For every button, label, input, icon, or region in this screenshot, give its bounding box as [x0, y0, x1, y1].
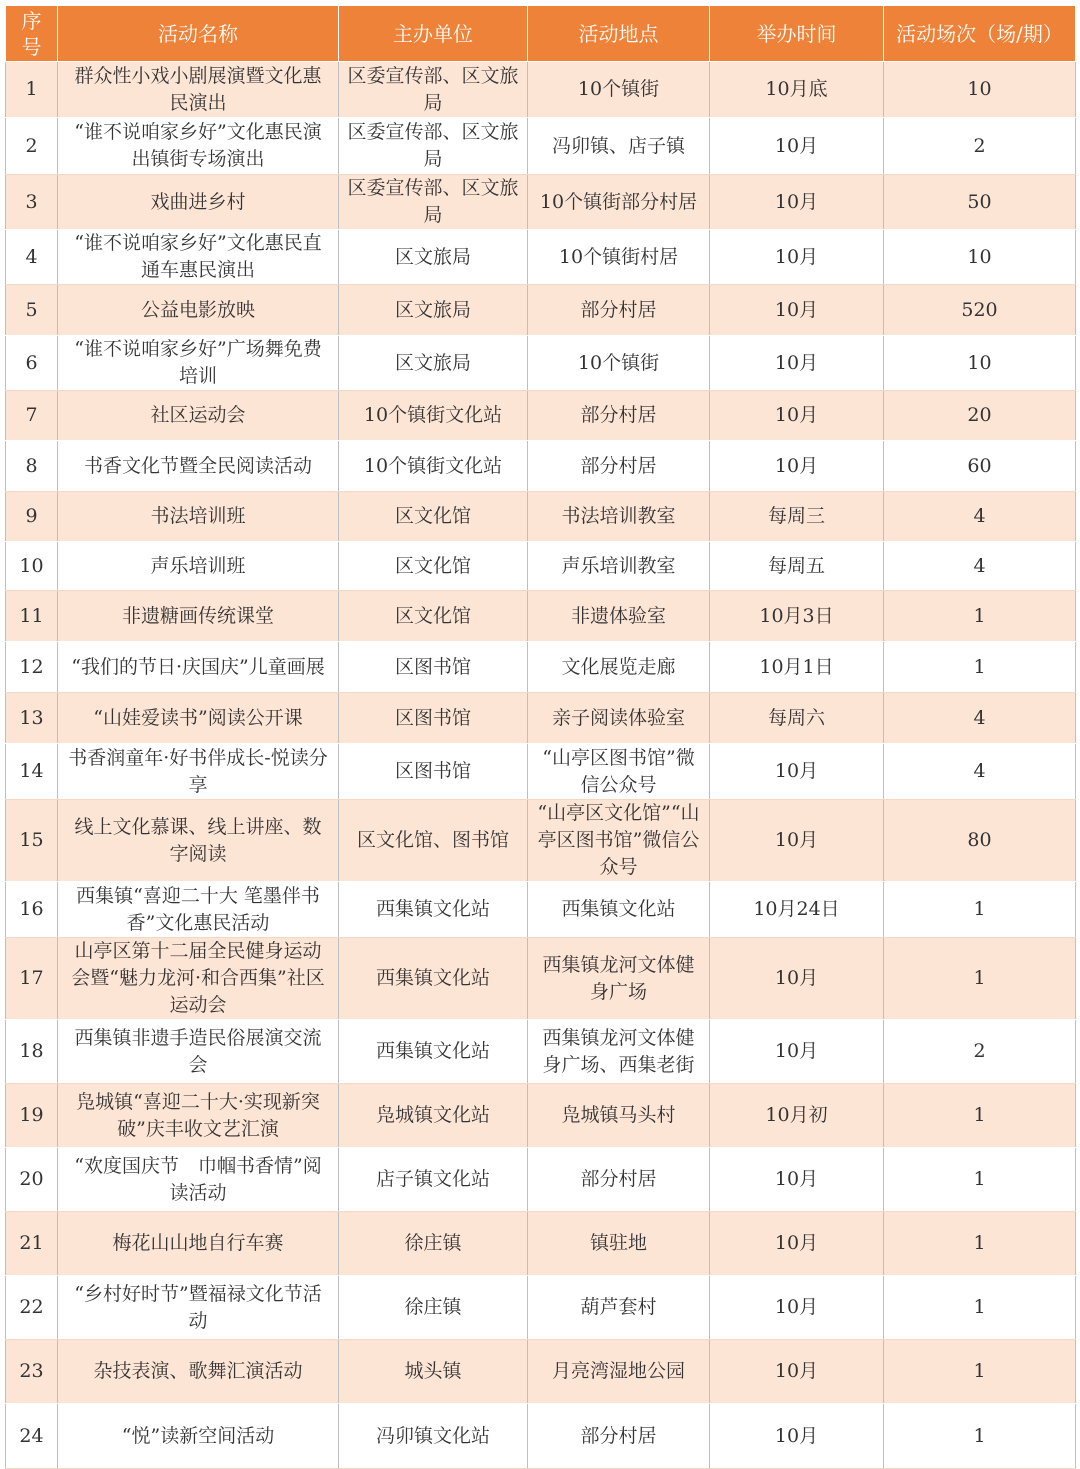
cell-location: 亲子阅读体验室: [528, 693, 710, 744]
cell-organizer: 区图书馆: [339, 744, 528, 800]
cell-organizer: 区委宣传部、区文旅局: [339, 175, 528, 230]
cell-session-count: 1: [884, 1212, 1076, 1276]
cell-activity-name: 山亭区第十二届全民健身运动会暨“魅力龙河·和合西集”社区运动会: [58, 938, 339, 1020]
cell-location: 冯卯镇、店子镇: [528, 118, 710, 175]
cell-session-count: 80: [884, 800, 1076, 882]
cell-number: 14: [6, 744, 58, 800]
cell-time: 10月: [710, 336, 884, 391]
table-row: [6, 285, 1076, 336]
cell-location: 部分村居: [528, 1148, 710, 1212]
cell-location: 镇驻地: [528, 1212, 710, 1276]
cell-session-count: 2: [884, 1020, 1076, 1084]
cell-time: 10月: [710, 1276, 884, 1340]
cell-organizer: 10个镇街文化站: [339, 391, 528, 441]
cell-activity-name: 梅花山山地自行车赛: [58, 1212, 339, 1276]
cell-organizer: 区文旅局: [339, 230, 528, 285]
cell-organizer: 区文旅局: [339, 336, 528, 391]
cell-session-count: 10: [884, 62, 1076, 118]
table-row: [6, 882, 1076, 938]
cell-number: 3: [6, 175, 58, 230]
cell-activity-name: 线上文化慕课、线上讲座、数字阅读: [58, 800, 339, 882]
cell-time: 10月: [710, 1148, 884, 1212]
cell-activity-name: 声乐培训班: [58, 542, 339, 591]
cell-location: 部分村居: [528, 1404, 710, 1469]
table-row: [6, 118, 1076, 175]
cell-session-count: 1: [884, 1148, 1076, 1212]
table-row: [6, 591, 1076, 642]
cell-number: 21: [6, 1212, 58, 1276]
header-session-count: 活动场次（场/期）: [884, 6, 1076, 62]
table-row: [6, 642, 1076, 693]
cell-time: 10月: [710, 1212, 884, 1276]
table-row: [6, 693, 1076, 744]
cell-time: 10月: [710, 800, 884, 882]
cell-number: 7: [6, 391, 58, 441]
cell-location: 文化展览走廊: [528, 642, 710, 693]
cell-location: 凫城镇马头村: [528, 1084, 710, 1148]
cell-session-count: 1: [884, 591, 1076, 642]
cell-time: 10月: [710, 285, 884, 336]
table-row: [6, 441, 1076, 492]
cell-activity-name: “悦”读新空间活动: [58, 1404, 339, 1469]
cell-number: 18: [6, 1020, 58, 1084]
cell-number: 24: [6, 1404, 58, 1469]
cell-number: 17: [6, 938, 58, 1020]
cell-organizer: 店子镇文化站: [339, 1148, 528, 1212]
cell-organizer: 徐庄镇: [339, 1212, 528, 1276]
cell-organizer: 城头镇: [339, 1340, 528, 1404]
table-row: [6, 1276, 1076, 1340]
table-row: [6, 744, 1076, 800]
cell-session-count: 1: [884, 1404, 1076, 1469]
cell-organizer: 区文化馆: [339, 492, 528, 542]
cell-organizer: 区图书馆: [339, 642, 528, 693]
cell-location: 部分村居: [528, 441, 710, 492]
cell-location: 西集镇龙河文体健身广场: [528, 938, 710, 1020]
table-row: [6, 62, 1076, 118]
cell-session-count: 4: [884, 693, 1076, 744]
cell-organizer: 凫城镇文化站: [339, 1084, 528, 1148]
cell-activity-name: 书香文化节暨全民阅读活动: [58, 441, 339, 492]
cell-location: “山亭区图书馆”微信公众号: [528, 744, 710, 800]
cell-location: 西集镇龙河文体健身广场、西集老街: [528, 1020, 710, 1084]
cell-activity-name: “谁不说咱家乡好”文化惠民演出镇街专场演出: [58, 118, 339, 175]
cell-location: “山亭区文化馆”“山亭区图书馆”微信公众号: [528, 800, 710, 882]
cell-activity-name: 西集镇“喜迎二十大 笔墨伴书香”文化惠民活动: [58, 882, 339, 938]
cell-location: 西集镇文化站: [528, 882, 710, 938]
cell-session-count: 10: [884, 230, 1076, 285]
cell-time: 10月1日: [710, 642, 884, 693]
header-location: 活动地点: [528, 6, 710, 62]
cell-organizer: 区文化馆: [339, 591, 528, 642]
header-organizer: 主办单位: [339, 6, 528, 62]
table-row: [6, 336, 1076, 391]
cell-number: 4: [6, 230, 58, 285]
cell-location: 书法培训教室: [528, 492, 710, 542]
cell-activity-name: “我们的节日·庆国庆”儿童画展: [58, 642, 339, 693]
cell-location: 10个镇街: [528, 62, 710, 118]
cell-number: 13: [6, 693, 58, 744]
header-row: [6, 6, 1076, 62]
table-row: [6, 1084, 1076, 1148]
cell-session-count: 4: [884, 492, 1076, 542]
table-body: [6, 62, 1076, 1469]
cell-session-count: 60: [884, 441, 1076, 492]
cell-time: 10月: [710, 1340, 884, 1404]
cell-organizer: 西集镇文化站: [339, 1020, 528, 1084]
table-row: [6, 1340, 1076, 1404]
cell-time: 10月底: [710, 62, 884, 118]
cell-location: 部分村居: [528, 391, 710, 441]
cell-activity-name: “乡村好时节”暨福禄文化节活动: [58, 1276, 339, 1340]
cell-session-count: 1: [884, 882, 1076, 938]
cell-time: 10月: [710, 175, 884, 230]
cell-location: 10个镇街部分村居: [528, 175, 710, 230]
cell-activity-name: 公益电影放映: [58, 285, 339, 336]
cell-session-count: 1: [884, 938, 1076, 1020]
cell-organizer: 区图书馆: [339, 693, 528, 744]
cell-session-count: 20: [884, 391, 1076, 441]
cell-number: 22: [6, 1276, 58, 1340]
cell-organizer: 区委宣传部、区文旅局: [339, 62, 528, 118]
cell-session-count: 520: [884, 285, 1076, 336]
cell-number: 6: [6, 336, 58, 391]
cell-time: 10月: [710, 744, 884, 800]
cell-activity-name: 书法培训班: [58, 492, 339, 542]
cell-time: 10月: [710, 230, 884, 285]
cell-organizer: 区文化馆: [339, 542, 528, 591]
cell-location: 10个镇街: [528, 336, 710, 391]
cell-location: 部分村居: [528, 285, 710, 336]
cell-organizer: 徐庄镇: [339, 1276, 528, 1340]
table-row: [6, 542, 1076, 591]
cell-number: 20: [6, 1148, 58, 1212]
cell-location: 10个镇街村居: [528, 230, 710, 285]
table-row: [6, 1212, 1076, 1276]
cell-organizer: 西集镇文化站: [339, 938, 528, 1020]
cell-location: 月亮湾湿地公园: [528, 1340, 710, 1404]
cell-time: 10月: [710, 391, 884, 441]
cell-number: 10: [6, 542, 58, 591]
cell-activity-name: 杂技表演、歌舞汇演活动: [58, 1340, 339, 1404]
header-time: 举办时间: [710, 6, 884, 62]
cell-time: 10月3日: [710, 591, 884, 642]
table-row: [6, 230, 1076, 285]
cell-number: 8: [6, 441, 58, 492]
cell-session-count: 1: [884, 642, 1076, 693]
cell-activity-name: 非遗糖画传统课堂: [58, 591, 339, 642]
cell-session-count: 4: [884, 744, 1076, 800]
cell-location: 声乐培训教室: [528, 542, 710, 591]
cell-activity-name: 社区运动会: [58, 391, 339, 441]
cell-number: 5: [6, 285, 58, 336]
cell-number: 9: [6, 492, 58, 542]
cell-number: 11: [6, 591, 58, 642]
cell-time: 10月: [710, 1020, 884, 1084]
cell-number: 19: [6, 1084, 58, 1148]
cell-number: 16: [6, 882, 58, 938]
cell-session-count: 4: [884, 542, 1076, 591]
table-row: [6, 175, 1076, 230]
table-row: [6, 391, 1076, 441]
cell-time: 每周六: [710, 693, 884, 744]
cell-session-count: 50: [884, 175, 1076, 230]
cell-time: 10月: [710, 118, 884, 175]
cell-time: 10月: [710, 441, 884, 492]
cell-number: 2: [6, 118, 58, 175]
cell-organizer: 10个镇街文化站: [339, 441, 528, 492]
cell-activity-name: 书香润童年·好书伴成长-悦读分享: [58, 744, 339, 800]
cell-activity-name: “山娃爱读书”阅读公开课: [58, 693, 339, 744]
cell-number: 1: [6, 62, 58, 118]
cell-activity-name: 群众性小戏小剧展演暨文化惠民演出: [58, 62, 339, 118]
cell-organizer: 区文化馆、图书馆: [339, 800, 528, 882]
cell-activity-name: “谁不说咱家乡好”广场舞免费培训: [58, 336, 339, 391]
cell-location: 非遗体验室: [528, 591, 710, 642]
table-row: [6, 800, 1076, 882]
header-number: 序号: [6, 6, 58, 62]
cell-activity-name: “谁不说咱家乡好”文化惠民直通车惠民演出: [58, 230, 339, 285]
cell-number: 12: [6, 642, 58, 693]
cell-session-count: 1: [884, 1084, 1076, 1148]
cell-session-count: 1: [884, 1340, 1076, 1404]
cell-time: 10月: [710, 1404, 884, 1469]
cell-activity-name: “欢度国庆节 巾帼书香情”阅读活动: [58, 1148, 339, 1212]
cell-session-count: 1: [884, 1276, 1076, 1340]
cell-time: 每周五: [710, 542, 884, 591]
cell-organizer: 西集镇文化站: [339, 882, 528, 938]
cell-session-count: 10: [884, 336, 1076, 391]
table-row: [6, 1148, 1076, 1212]
activity-table: [5, 5, 1076, 1469]
cell-organizer: 区文旅局: [339, 285, 528, 336]
cell-organizer: 区委宣传部、区文旅局: [339, 118, 528, 175]
cell-location: 葫芦套村: [528, 1276, 710, 1340]
cell-activity-name: 西集镇非遗手造民俗展演交流会: [58, 1020, 339, 1084]
cell-time: 10月: [710, 938, 884, 1020]
cell-number: 23: [6, 1340, 58, 1404]
table-row: [6, 938, 1076, 1020]
table-row: [6, 492, 1076, 542]
cell-session-count: 2: [884, 118, 1076, 175]
cell-time: 每周三: [710, 492, 884, 542]
cell-time: 10月初: [710, 1084, 884, 1148]
cell-organizer: 冯卯镇文化站: [339, 1404, 528, 1469]
cell-number: 15: [6, 800, 58, 882]
header-activity-name: 活动名称: [58, 6, 339, 62]
table-row: [6, 1020, 1076, 1084]
cell-activity-name: 戏曲进乡村: [58, 175, 339, 230]
cell-activity-name: 凫城镇“喜迎二十大·实现新突破”庆丰收文艺汇演: [58, 1084, 339, 1148]
cell-time: 10月24日: [710, 882, 884, 938]
